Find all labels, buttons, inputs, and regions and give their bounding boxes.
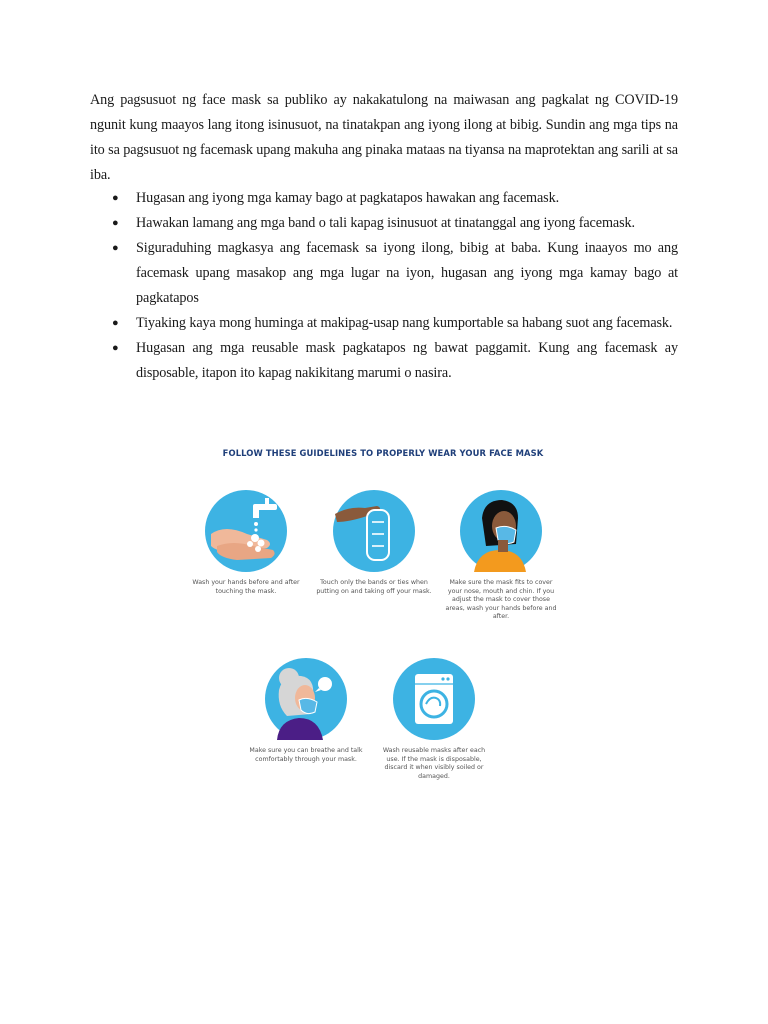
list-item [90,211,678,236]
step-breathe-talk [248,656,364,764]
tip-text: Hugasan ang iyong mga kamay bago at pagkatapos hawakan ang facemask. [136,190,560,206]
list-item [90,336,678,386]
mask-guidelines-infographic [188,440,578,790]
step-mask-fit [443,488,559,622]
tip-text: Hugasan ang mga reusable mask pagkatapos ng bawat paggamit. Kung ang facemask ay disposable, itapon ito kapag nakikitang marumi o nasira. [136,340,678,381]
hand-holding-mask-icon [331,488,417,574]
step-touch-bands [316,488,432,596]
bullet-icon: ● [112,242,119,254]
bullet-icon: ● [112,217,119,229]
step-caption: Wash reusable masks after each use. If the mask is disposable, discard it when visibly soiled or damaged. [382,747,486,780]
elder-talking-mask-icon [263,656,349,742]
step-caption: Wash your hands before and after touching the mask. [192,579,300,595]
bullet-icon: ● [112,342,119,354]
step-handwash [188,488,304,596]
tip-text: Hawakan lamang ang mga band o tali kapag isinusuot at tinatanggal ang iyong facemask. [136,215,635,231]
woman-wearing-mask-icon [458,488,544,574]
step-caption: Make sure the mask fits to cover your nose, mouth and chin. If you adjust the mask to cover those areas, wash your hands before and after. [445,579,557,620]
washing-machine-icon [391,656,477,742]
handwash-icon [203,488,289,574]
list-item [90,311,678,336]
tip-text: Tiyaking kaya mong huminga at makipag-usap nang kumportable sa habang suot ang facemask. [136,315,673,331]
intro-paragraph: Ang pagsusuot ng face mask sa publiko ay nakakatulong na maiwasan ang pagkalat ng COVID-19 ngunit kung maayos lang itong isinusuot, na tinatakpan ang iyong ilong at bibig. Sundin ang mga tips na ito sa pagsusuot ng facemask upang makuha ang pinaka mataas na tiyansa na maprotektan ang sarili at sa iba. [90,92,678,183]
step-caption: Make sure you can breathe and talk comfortably through your mask. [249,747,363,763]
bullet-icon: ● [112,192,119,204]
step-caption: Touch only the bands or ties when putting on and taking off your mask. [316,579,432,595]
bullet-icon: ● [112,317,119,329]
list-item [90,186,678,211]
step-wash-reusable [376,656,492,781]
infographic-title: FOLLOW THESE GUIDELINES TO PROPERLY WEAR YOUR FACE MASK [222,448,544,458]
list-item [90,236,678,311]
tip-text: Siguraduhing magkasya ang facemask sa iyong ilong, bibig at baba. Kung inaayos mo ang facemask upang masakop ang mga lugar na iyon, hugasan ang iyong mga kamay bago at pagkatapos [136,240,678,306]
tips-list [90,186,678,386]
